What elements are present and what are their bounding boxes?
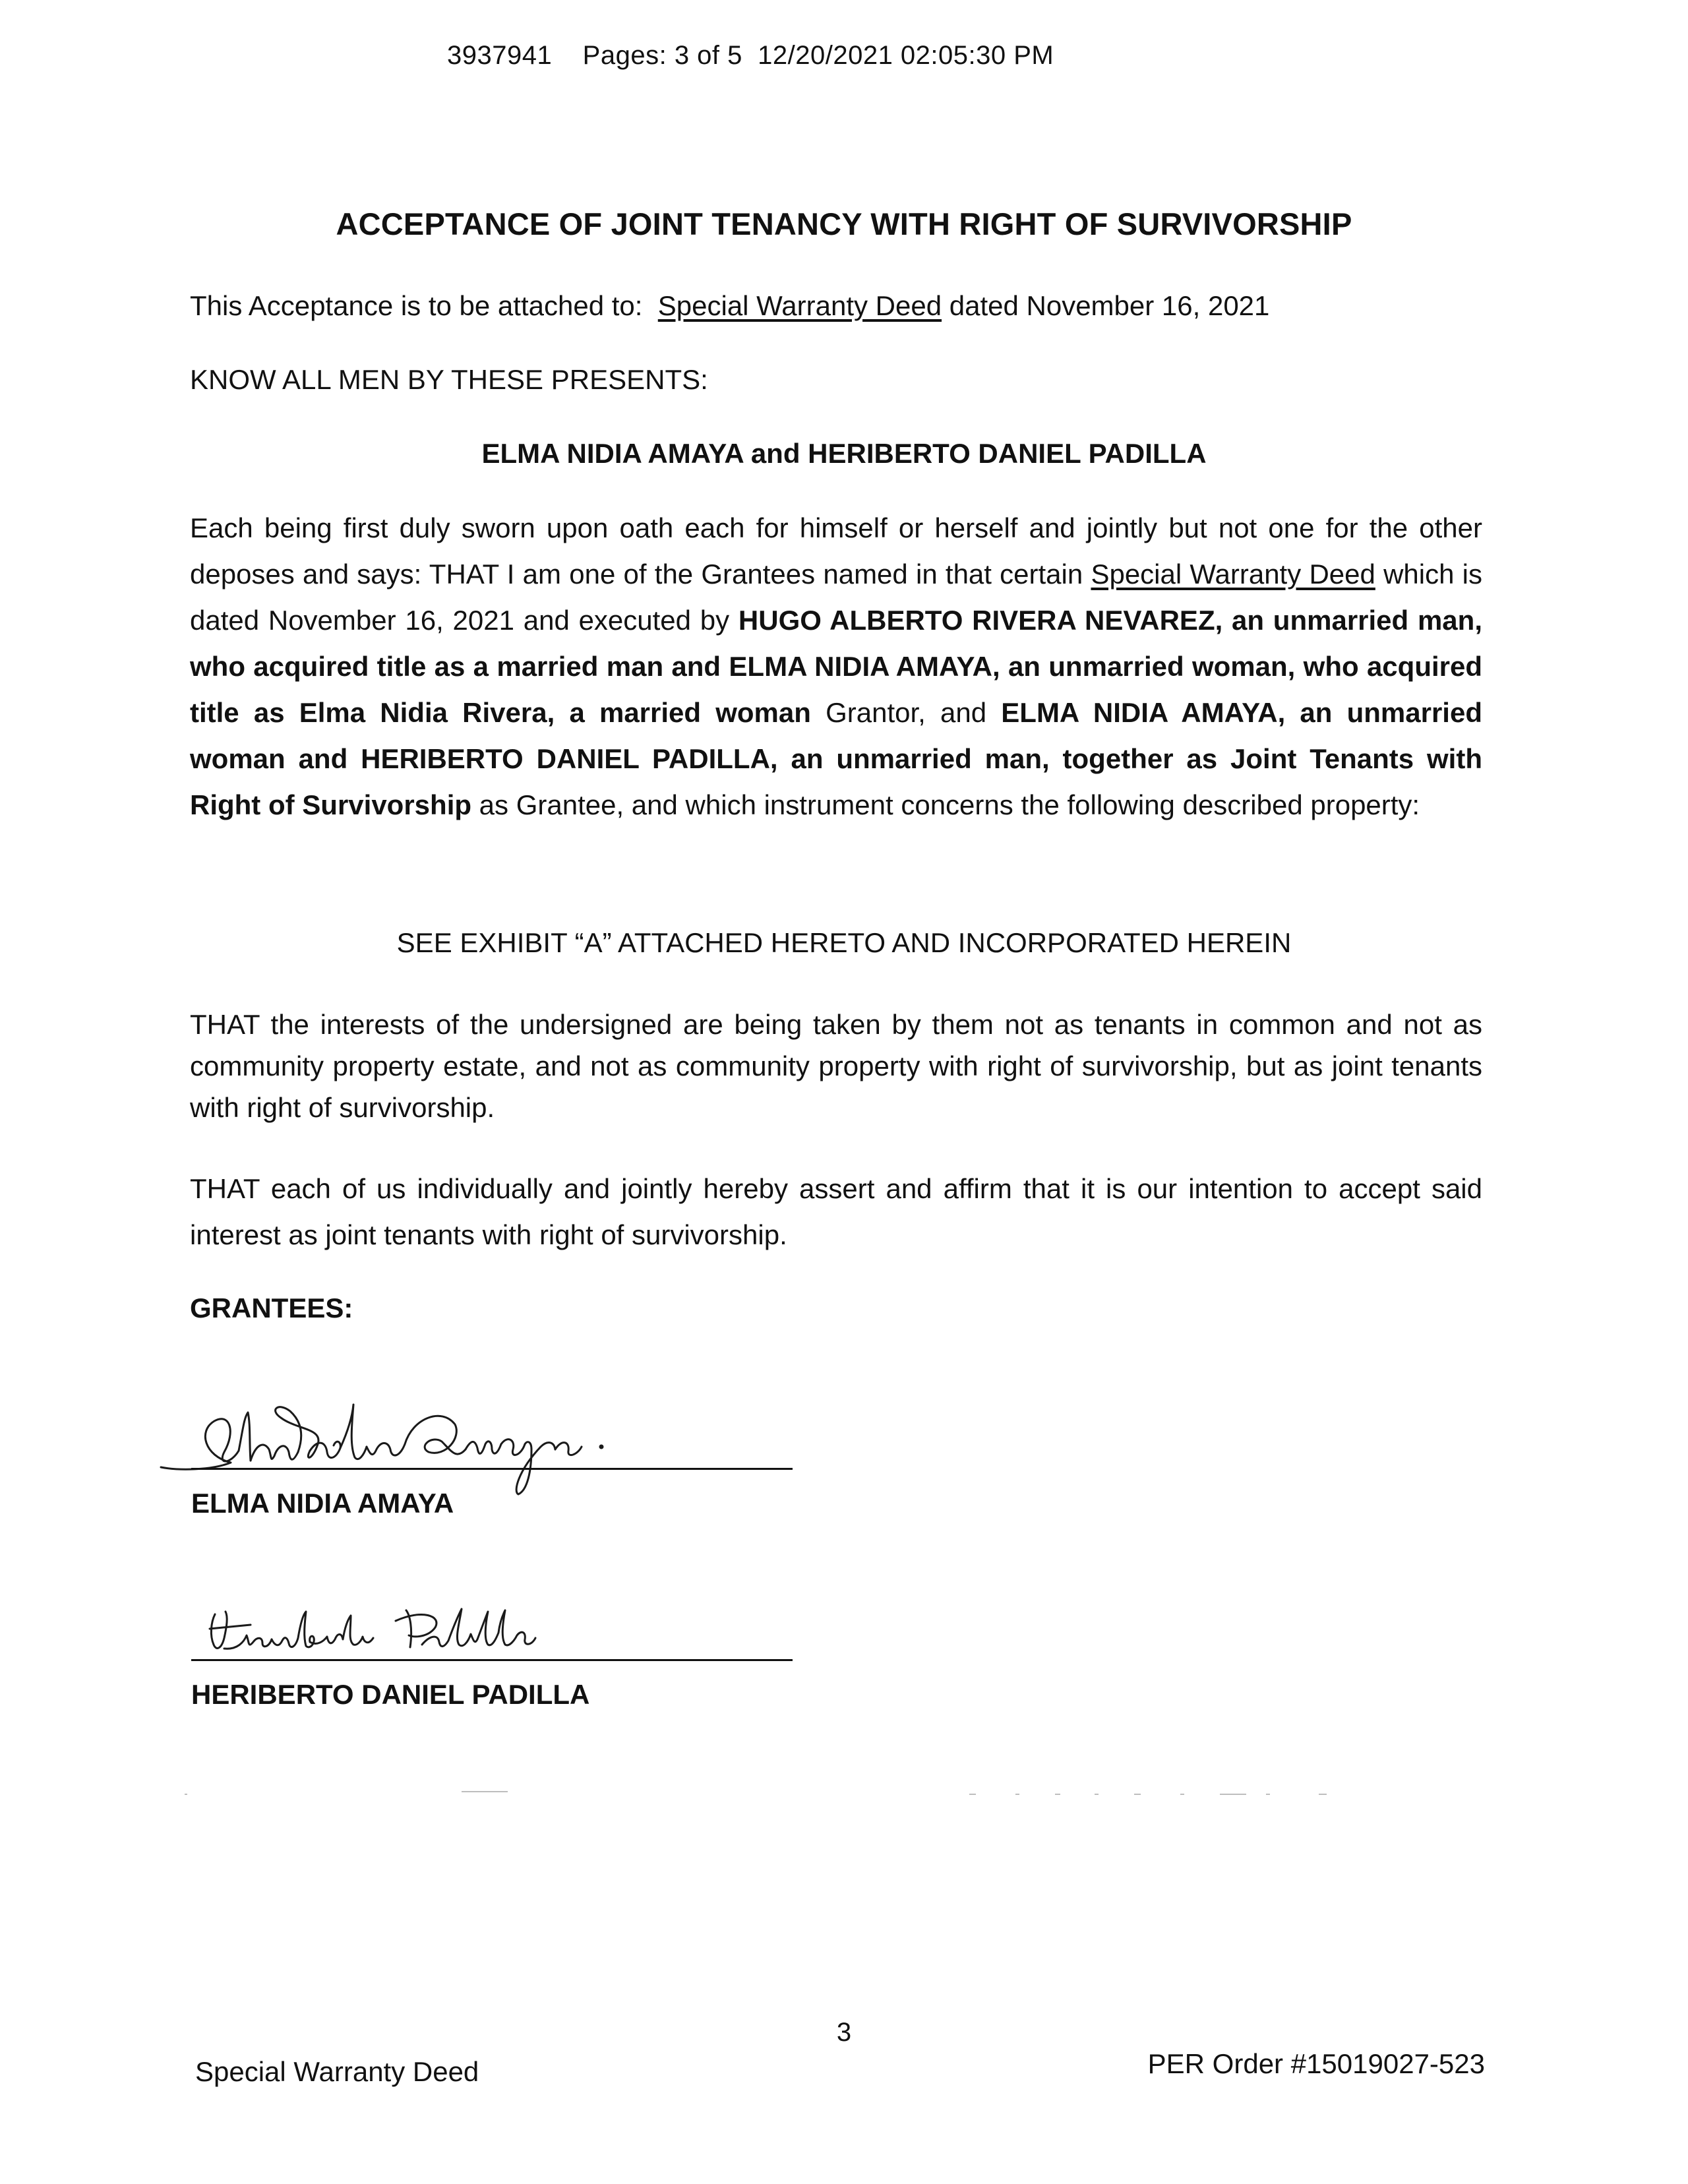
main-t3: which is dated November 16, 2021 and executed by — [190, 559, 1483, 636]
attach-line — [190, 290, 1269, 322]
attach-suffix: dated November 16, 2021 — [949, 290, 1270, 321]
attach-prefix: This Acceptance is to be attached to: — [190, 290, 643, 321]
footer-document-name: Special Warranty Deed — [195, 2056, 479, 2087]
know-all-men: KNOW ALL MEN BY THESE PRESENTS: — [190, 364, 708, 395]
page-number: 3 — [836, 2018, 852, 2047]
main-paragraph — [190, 505, 1482, 828]
affirm-paragraph: THAT each of us individually and jointly hereby assert and affirm that it is our intention to accept said interest as joint tenants with right of survivorship. — [190, 1173, 1482, 1250]
signature-line-2 — [191, 1659, 793, 1661]
grantees-label: GRANTEES: — [190, 1292, 353, 1323]
attach-deed: Special Warranty Deed — [657, 290, 942, 321]
exhibit-reference: SEE EXHIBIT “A” ATTACHED HERETO AND INCORPORATED HEREIN — [396, 927, 1292, 958]
document-title: ACCEPTANCE OF JOINT TENANCY WITH RIGHT OF SURVIVORSHIP — [336, 206, 1352, 241]
main-t7: as Grantee, and which instrument concerns the following described property: — [471, 789, 1420, 820]
signer-name-1: ELMA NIDIA AMAYA — [191, 1488, 454, 1519]
signature-heriberto-padilla — [198, 1602, 567, 1675]
scan-specks — [0, 1780, 1688, 1807]
footer-order-number: PER Order #15019027-523 — [1147, 2048, 1485, 2079]
recording-stamp: 3937941 Pages: 3 of 5 12/20/2021 02:05:30 PM — [447, 41, 1054, 70]
main-grantee: ELMA NIDIA AMAYA, an unmarried woman and HERIBERTO DANIEL PADILLA, an unmarried man, together as Joint Tenants with Right of Survivorship — [190, 697, 1482, 820]
grantee-names-heading: ELMA NIDIA AMAYA and HERIBERTO DANIEL PADILLA — [481, 438, 1207, 469]
signer-name-2: HERIBERTO DANIEL PADILLA — [191, 1679, 590, 1710]
main-t1: Each being first duly sworn upon oath each for himself or herself and jointly but not one for the other deposes and says: THAT I am one of the Grantees named in that certain — [190, 512, 1482, 590]
main-deed-ref: Special Warranty Deed — [1091, 559, 1375, 590]
main-grantor: HUGO ALBERTO RIVERA NEVAREZ, an unmarried man, who acquired title as a married man and ELMA NIDIA AMAYA, an unmarried woman, who acquired title as Elma Nidia Rivera, a married woman — [190, 605, 1482, 728]
signature-elma-nidia-amaya — [152, 1378, 692, 1503]
interest-paragraph: THAT the interests of the undersigned are being taken by them not as tenants in common and not as community property estate, and not as community property with right of survivorship, but as joint tenants with right of survivorship. — [190, 1009, 1482, 1123]
signature-line-1 — [191, 1468, 793, 1470]
main-t5: Grantor, and — [810, 697, 1002, 728]
